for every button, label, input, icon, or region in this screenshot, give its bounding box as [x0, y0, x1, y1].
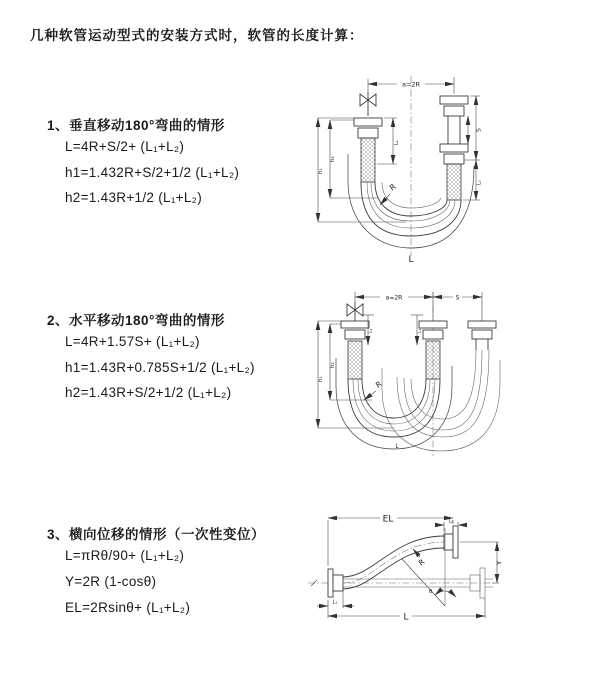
- braided-hose: [447, 164, 461, 200]
- diagram-horizontal-180-bend: [310, 288, 600, 460]
- dim-label-l: L: [408, 255, 414, 265]
- dim-label-l2: L₂: [476, 180, 483, 185]
- dim-label-l2: L₂: [448, 518, 454, 525]
- dim-label-h1: h₁: [318, 376, 324, 382]
- formula-line: h2=1.43R+S/2+1/2 (L₁+L₂): [65, 385, 232, 400]
- formula-line: Y=2R (1-cosθ): [65, 574, 157, 589]
- dim-label-r: R: [416, 557, 427, 568]
- braided-hose: [361, 138, 375, 182]
- dimension-l2: [476, 160, 483, 200]
- valve-icon: [347, 302, 363, 321]
- section-3-heading: 3、横向位移的情形（一次性变位）: [47, 527, 266, 542]
- formula-line: h1=1.432R+S/2+1/2 (L₁+L₂): [65, 165, 240, 180]
- dimension-l2: [411, 315, 423, 345]
- dim-label-r: R: [373, 379, 384, 390]
- formula-line: h2=1.43R+1/2 (L₁+L₂): [65, 190, 203, 205]
- dim-label-h1: h₁: [318, 168, 324, 174]
- formula-line: EL=2Rsinθ+ (L₁+L₂): [65, 600, 191, 615]
- dim-label-theta: θ: [429, 589, 433, 595]
- dim-label-l1: L₁: [394, 140, 400, 145]
- braided-hose: [348, 341, 362, 379]
- moved-pipe-fitting: [468, 321, 496, 350]
- dim-label-h2: h₂: [330, 362, 336, 368]
- dimension-l: [328, 598, 485, 623]
- formula-line: L=4R+1.57S+ (L₁+L₂): [65, 334, 200, 349]
- dim-label-a2r: a=2R: [385, 294, 403, 302]
- middle-pipe-fitting: [419, 321, 447, 379]
- left-pipe-fitting: [354, 118, 382, 182]
- dimension-s: [433, 295, 482, 302]
- right-pipe-fitting: [440, 96, 468, 200]
- hose-s-curve: [343, 536, 444, 589]
- valve-icon: [360, 92, 376, 116]
- dim-label-y: Y: [495, 560, 504, 565]
- formula-line: L=4R+S/2+ (L₁+L₂): [65, 139, 185, 154]
- dim-label-r: R: [387, 182, 398, 193]
- dimension-el: [328, 515, 453, 567]
- radius-callout: [364, 379, 383, 400]
- dim-label-l: L: [395, 443, 399, 450]
- dimension-a2r: [355, 292, 482, 321]
- formula-line: L=πRθ/90+ (L₁+L₂): [65, 548, 185, 563]
- braided-hose: [426, 341, 440, 379]
- dimension-l2: [435, 519, 467, 533]
- hose-u-bend-moved: [382, 350, 500, 451]
- dim-label-h2: h₂: [330, 156, 336, 162]
- diagram-lateral-displacement: [300, 498, 600, 658]
- dimension-l1: [317, 591, 354, 608]
- dim-label-a2r: a=2R: [401, 80, 421, 89]
- dim-label-l2: L₂: [418, 328, 423, 333]
- radius-callout: [380, 182, 398, 205]
- dim-label-s: S: [455, 294, 460, 302]
- formula-line: h1=1.43R+0.785S+1/2 (L₁+L₂): [65, 360, 255, 375]
- dim-label-l: L: [403, 612, 409, 623]
- diagram-vertical-180-bend: [308, 70, 600, 266]
- dim-label-l1: L₁: [369, 328, 374, 333]
- page-title: 几种软管运动型式的安装方式时，软管的长度计算：: [30, 28, 364, 43]
- dim-label-l1: L₁: [332, 599, 338, 606]
- left-pipe-fitting: [341, 321, 369, 379]
- dim-label-el: EL: [382, 514, 394, 525]
- section-1-heading: 1、垂直移动180°弯曲的情形: [47, 118, 225, 133]
- section-2-heading: 2、水平移动180°弯曲的情形: [47, 313, 225, 328]
- left-flange-fitting: [328, 569, 343, 597]
- dimension-y: [460, 542, 504, 583]
- dim-label-s: S: [475, 128, 483, 132]
- upper-flange-fitting: [444, 526, 458, 558]
